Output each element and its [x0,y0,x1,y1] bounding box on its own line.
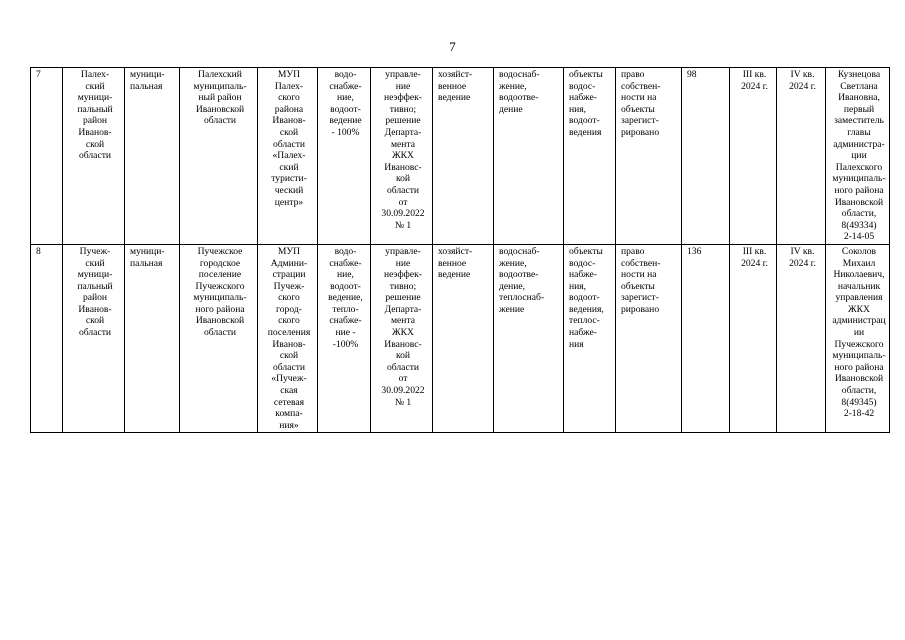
cell-text: Пучежское городское поселение Пучежского муниципаль- ного района Ивановской области [193,245,247,339]
table-cell [616,68,682,245]
cell-text: 98 [687,69,697,80]
table-cell [125,244,180,433]
cell-text: муници- пальная [130,69,165,92]
cell-text: хозяйст- венное ведение [438,245,473,281]
cell-text: IV кв. 2024 г. [789,69,816,92]
table-cell [31,68,63,245]
table-cell [777,244,826,433]
cell-text: управле- ние неэффек- тивно; решение Департа- мента ЖКХ Ивановс- кой области от 30.09.2022 № 1 [381,69,425,231]
table-cell [564,244,616,433]
cell-text: водоснаб- жение, водоотве- дение, теплоснаб- жение [499,245,545,315]
table-cell [494,68,564,245]
cell-text: МУП Админи- страции Пучеж- ского город- ского поселения Иванов- ской области «Пучеж- ская сетевая компа- ния» [267,245,311,431]
table-cell [180,244,258,433]
table-cell [125,68,180,245]
table-cell [616,244,682,433]
table-cell [494,244,564,433]
cell-text: IV кв. 2024 г. [789,245,816,269]
data-table [30,67,890,433]
cell-text: водоснаб- жение, водоотве- дение [499,69,540,115]
cell-text: право собствен- ности на объекты зарегист- рировано [621,245,661,315]
table-cell [682,68,730,245]
table-cell [730,68,777,245]
cell-text: III кв. 2024 г. [741,69,768,92]
table-cell [682,244,730,433]
cell-text: МУП Палех- ского района Иванов- ской области «Палех- ский туристи- ческий центр» [271,69,307,208]
table-cell [258,244,318,433]
table-cell [31,244,63,433]
cell-text: 7 [36,69,41,80]
cell-text: Кузнецова Светлана Ивановна, первый заместитель главы администра- ции Палехского муниципаль- ного района Ивановской области, 8(49334) 2-14-05 [832,69,886,243]
table-cell [730,244,777,433]
cell-text: 8 [36,245,41,257]
table-cell [318,244,371,433]
cell-text: водо- снабже- ние, водоот- ведение - 100% [329,69,362,138]
cell-text: водо- снабже- ние, водоот- ведение, тепло- снабже- ние - -100% [328,245,363,350]
cell-text: III кв. 2024 г. [741,245,768,269]
table-cell [826,244,890,433]
cell-text: Палехский муниципаль- ный район Ивановской области [193,69,247,127]
cell-text: Палех- ский муници- пальный район Иванов- ской области [77,69,113,162]
table-cell [371,68,433,245]
cell-text: управле- ние неэффек- тивно; решение Департа- мента ЖКХ Ивановс- кой области от 30.09.2022 № 1 [381,245,425,408]
cell-text: Пучеж- ский муници- пальный район Иванов- ской области [77,245,113,339]
table-cell [63,68,125,245]
table-cell [564,68,616,245]
cell-text: Соколов Михаил Николаевич, начальник управления ЖКХ администрации Пучежского муниципаль- ного района Ивановской области, 8(49345) 2-18-42 [832,245,886,420]
page-number: 7 [449,39,456,54]
table-cell [433,68,494,245]
table-cell [826,68,890,245]
cell-text: 136 [687,245,702,257]
cell-text: муници- пальная [130,245,165,269]
cell-text: право собствен- ности на объекты зарегист- рировано [621,69,661,138]
table-cell [318,68,371,245]
cell-text: объекты водос- набже- ния, водоот- ведения [569,69,603,138]
cell-text: объекты водос- набже- ния, водоот- ведения, теплос- набже- ния [569,245,604,350]
table-cell [433,244,494,433]
table-cell [777,68,826,245]
table-cell [371,244,433,433]
table-cell [63,244,125,433]
table-row [31,244,890,433]
table-cell [180,68,258,245]
table-row [31,68,890,245]
cell-text: хозяйст- венное ведение [438,69,473,104]
table-cell [258,68,318,245]
